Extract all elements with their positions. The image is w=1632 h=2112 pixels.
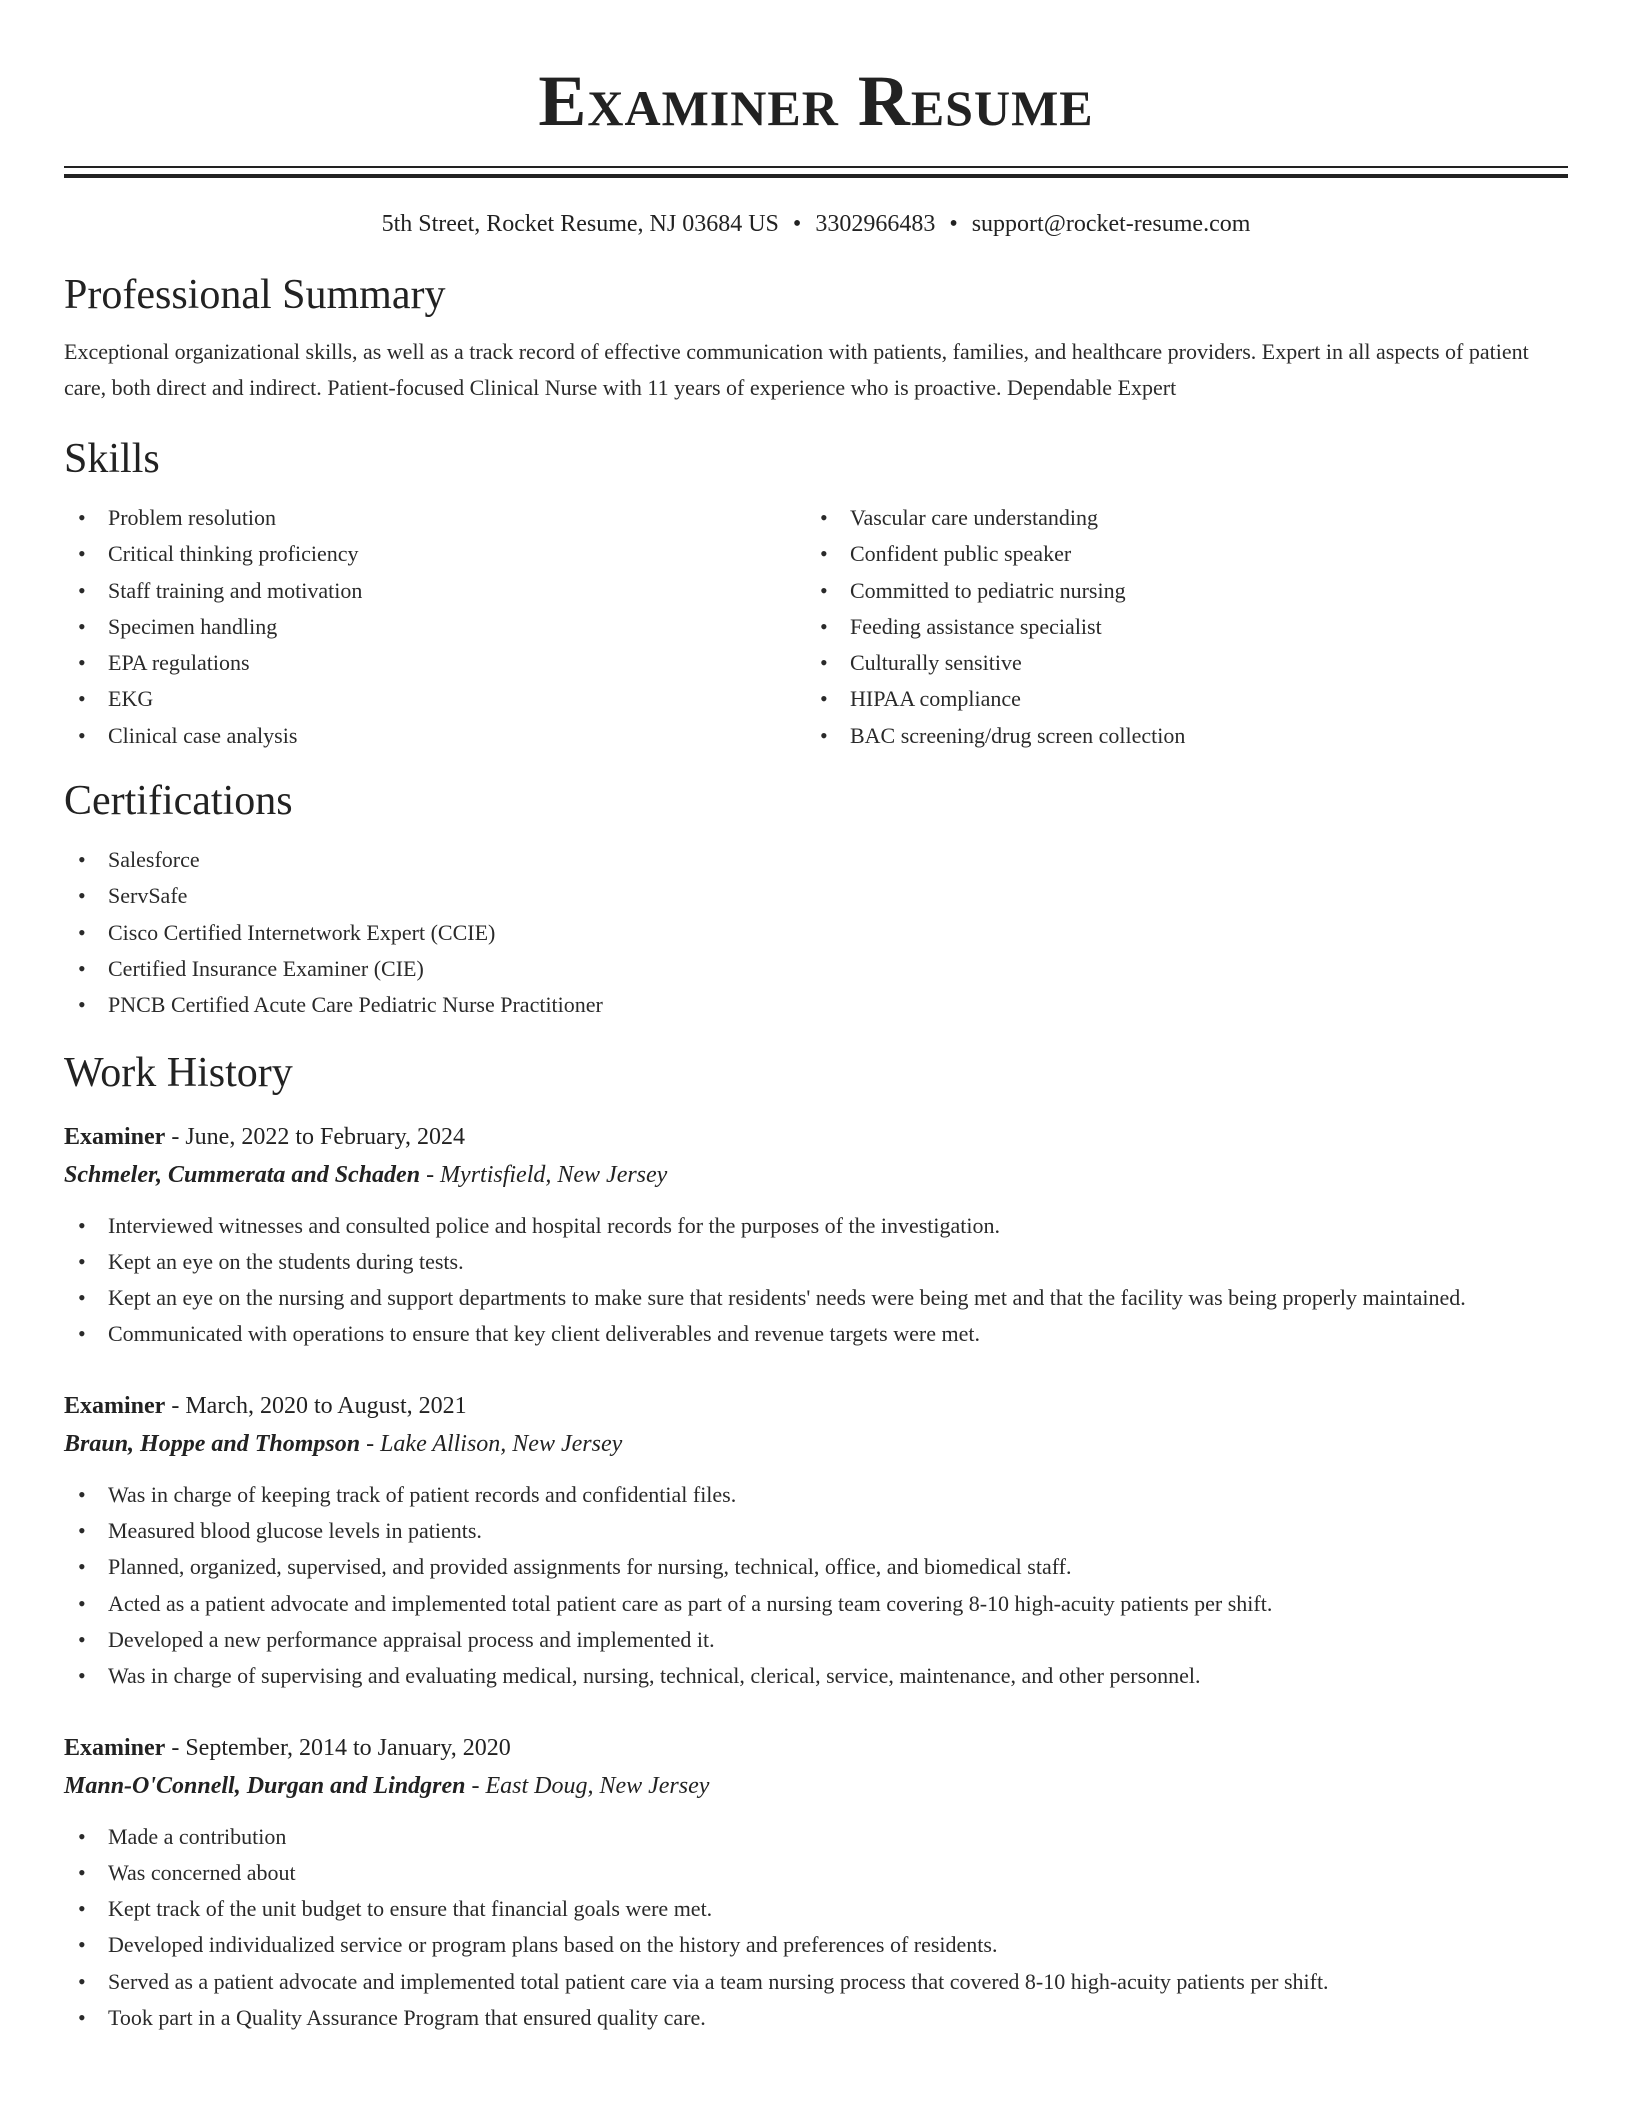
certification-item: • PNCB Certified Acute Care Pediatric Nurse Practitioner: [64, 987, 1568, 1023]
job-dates: - June, 2022 to February, 2024: [165, 1123, 466, 1150]
skills-right-list: [806, 500, 1548, 754]
job-bullet: • Made a contribution: [64, 1819, 1568, 1855]
contact-address: 5th Street, Rocket Resume, NJ 03684 US: [381, 211, 779, 237]
skill-item: • EKG: [64, 681, 806, 717]
job-title: Examiner: [64, 1392, 166, 1419]
job-entry: [64, 1387, 1568, 1695]
skill-item: • BAC screening/drug screen collection: [806, 718, 1548, 754]
job-location: - Lake Allison, New Jersey: [360, 1430, 623, 1457]
job-entry: [64, 1729, 1568, 2037]
resume-title: Examiner Resume: [538, 61, 1094, 141]
certification-item: • Salesforce: [64, 842, 1568, 878]
certification-item: • ServSafe: [64, 878, 1568, 914]
skill-item: • Specimen handling: [64, 609, 806, 645]
job-title-line: [64, 1387, 1568, 1425]
job-company-line: [64, 1156, 1568, 1194]
summary-text: Exceptional organizational skills, as well as a track record of effective communication with patients, families, and healthcare providers. Expert in all aspects of patient care, both direct and indirect. Patient-focused Clinical Nurse with 11 years of experience who is proactive. Dependable Expert: [64, 339, 1529, 400]
job-title: Examiner: [64, 1734, 166, 1761]
skill-item: • Culturally sensitive: [806, 645, 1548, 681]
job-entry: [64, 1118, 1568, 1353]
contact-separator: •: [792, 211, 802, 237]
job-bullet: • Planned, organized, supervised, and provided assignments for nursing, technical, office, and biomedical staff.: [64, 1549, 1568, 1585]
certifications-heading: Certifications: [64, 778, 293, 825]
job-bullet: • Was in charge of keeping track of patient records and confidential files.: [64, 1477, 1568, 1513]
job-title-line: [64, 1729, 1568, 1767]
title-divider: [64, 166, 1568, 178]
job-company: Mann-O'Connell, Durgan and Lindgren: [64, 1772, 466, 1799]
job-bullet: • Kept an eye on the students during tests.: [64, 1244, 1568, 1280]
work-history-heading: Work History: [64, 1049, 293, 1096]
job-bullet: • Communicated with operations to ensure that key client deliverables and revenue targets were met.: [64, 1316, 1568, 1352]
job-company-line: [64, 1425, 1568, 1463]
skill-item: • Critical thinking proficiency: [64, 536, 806, 572]
contact-phone: 3302966483: [815, 211, 936, 237]
skill-item: • Vascular care understanding: [806, 500, 1548, 536]
job-title-line: [64, 1118, 1568, 1156]
summary-heading: Professional Summary: [64, 272, 446, 318]
job-bullet: • Kept track of the unit budget to ensure that financial goals were met.: [64, 1891, 1568, 1927]
certifications-list: [64, 842, 1568, 1023]
skill-item: • Feeding assistance specialist: [806, 609, 1548, 645]
skill-item: • Clinical case analysis: [64, 718, 806, 754]
job-title: Examiner: [64, 1123, 166, 1150]
certification-item: • Cisco Certified Internetwork Expert (CCIE): [64, 915, 1568, 951]
job-dates: - September, 2014 to January, 2020: [165, 1734, 511, 1761]
job-bullet: • Developed a new performance appraisal process and implemented it.: [64, 1622, 1568, 1658]
job-bullet: • Was in charge of supervising and evaluating medical, nursing, technical, clerical, service, maintenance, and other personnel.: [64, 1658, 1568, 1694]
job-company-line: [64, 1767, 1568, 1805]
skill-item: • Committed to pediatric nursing: [806, 573, 1548, 609]
job-location: - Myrtisfield, New Jersey: [420, 1161, 668, 1188]
job-bullet: • Measured blood glucose levels in patients.: [64, 1513, 1568, 1549]
resume-page: [64, 0, 1568, 2036]
skill-item: • Confident public speaker: [806, 536, 1548, 572]
job-bullets: [64, 1477, 1568, 1695]
job-bullet: • Kept an eye on the nursing and support departments to make sure that residents' needs were being met and that the facility was being properly maintained.: [64, 1280, 1568, 1316]
contact-separator: •: [949, 211, 958, 237]
skill-item: • HIPAA compliance: [806, 681, 1548, 717]
contact-email[interactable]: support@rocket-resume.com: [971, 211, 1251, 237]
skills-left-list: [64, 500, 806, 754]
job-company: Braun, Hoppe and Thompson: [64, 1430, 361, 1457]
skill-item: • Problem resolution: [64, 500, 806, 536]
job-bullet: • Served as a patient advocate and implemented total patient care via a team nursing process that covered 8-10 high-acuity patients per shift.: [64, 1964, 1568, 2000]
job-location: - East Doug, New Jersey: [465, 1772, 710, 1799]
job-bullet: • Acted as a patient advocate and implemented total patient care as part of a nursing team covering 8-10 high-acuity patients per shift.: [64, 1586, 1568, 1622]
certification-item: • Certified Insurance Examiner (CIE): [64, 951, 1568, 987]
skills-heading: Skills: [64, 436, 160, 482]
skill-item: • EPA regulations: [64, 645, 806, 681]
job-bullet: • Took part in a Quality Assurance Program that ensured quality care.: [64, 2000, 1568, 2036]
job-bullet: • Interviewed witnesses and consulted police and hospital records for the purposes of the investigation.: [64, 1208, 1568, 1244]
job-bullet: • Developed individualized service or program plans based on the history and preferences of residents.: [64, 1927, 1568, 1963]
job-bullet: • Was concerned about: [64, 1855, 1568, 1891]
job-bullets: [64, 1819, 1568, 2037]
contact-line: [64, 208, 1568, 240]
skills-columns: [64, 500, 1568, 754]
skill-item: • Staff training and motivation: [64, 573, 806, 609]
job-company: Schmeler, Cummerata and Schaden: [64, 1161, 421, 1188]
job-dates: - March, 2020 to August, 2021: [165, 1392, 467, 1419]
job-bullets: [64, 1208, 1568, 1353]
